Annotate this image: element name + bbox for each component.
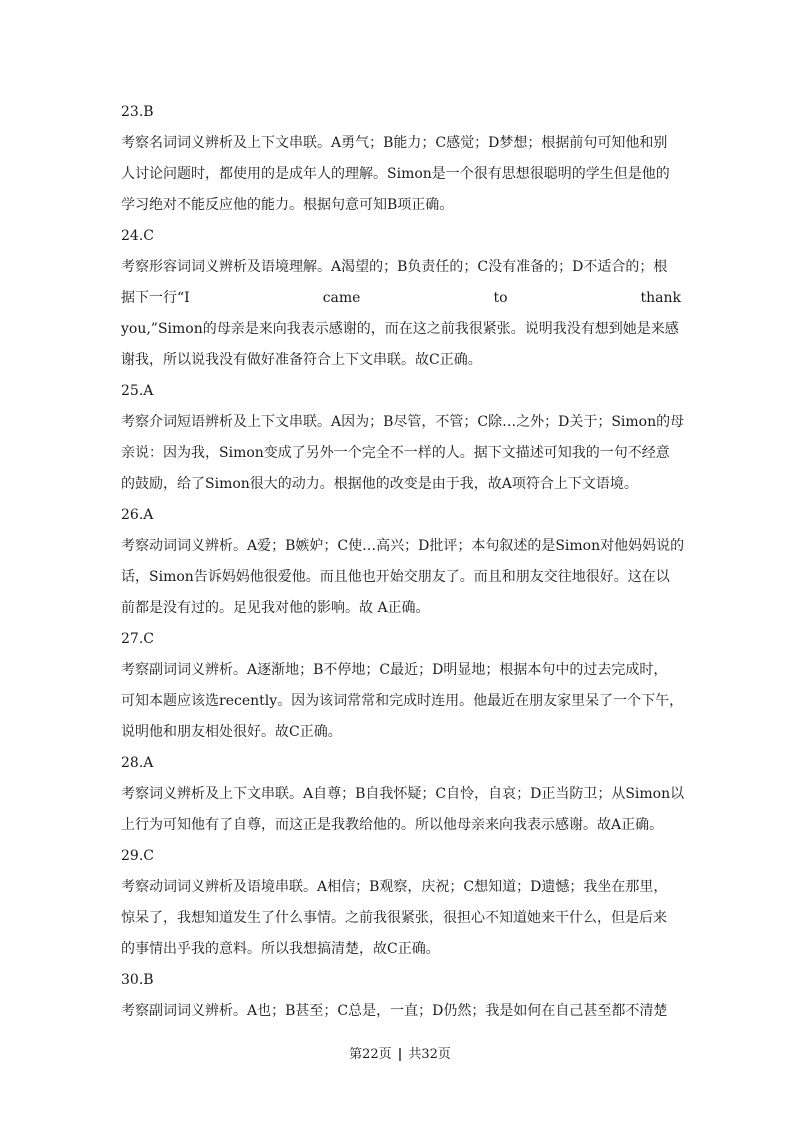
explanation-line: 说明他和朋友相处很好。故C正确。 — [121, 724, 342, 740]
explanation-line: 的鼓励，给了Simon很大的动力。根据他的改变是由于我，故A项符合上下文语境。 — [121, 476, 638, 492]
explanation-line — [121, 283, 681, 314]
answer-explanations — [121, 97, 685, 1027]
explanation-line: 话，Simon告诉妈妈他很爱他。而且他也开始交朋友了。而且和朋友交往地很好。这在以 — [121, 569, 670, 585]
question-number: 27.C — [121, 631, 154, 647]
explanation-line: 学习绝对不能反应他的能力。根据句意可知B项正确。 — [121, 197, 454, 213]
question-number: 25.A — [121, 383, 154, 399]
explanation-line: 考察副词词义辨析。A也；B甚至；C总是，一直；D仍然；我是如何在自己甚至都不清楚 — [121, 1003, 668, 1019]
question-number: 30.B — [121, 972, 154, 988]
answer-item — [121, 624, 684, 748]
explanation-line: 亲说：因为我，Simon变成了另外一个完全不一样的人。据下文描述可知我的一句不经意 — [121, 445, 670, 461]
question-number: 26.A — [121, 507, 154, 523]
page-total: 共32页 — [408, 1047, 451, 1062]
explanation-line: 考察动词词义辨析。A爱；B嫉妒；C使…高兴；D批评；本句叙述的是Simon对他妈妈说的 — [121, 538, 685, 554]
explanation-line: 考察词义辨析及上下文串联。A自尊；B自我怀疑；C自怜，自哀；D正当防卫；从Simon以 — [121, 786, 685, 802]
answer-item — [121, 965, 681, 1027]
explanation-line: 考察副词词义辨析。A逐渐地；B不停地；C最近；D明显地；根据本句中的过去完成时， — [121, 662, 668, 678]
question-number: 29.C — [121, 848, 154, 864]
explanation-line: 的事情出乎我的意料。所以我想搞清楚，故C正确。 — [121, 941, 440, 957]
explanation-word: 据下一行“I — [121, 290, 190, 306]
question-number: 23.B — [121, 104, 154, 120]
explanation-line: 前都是没有过的。足见我对他的影响。故 A正确。 — [121, 600, 430, 616]
explanation-line: 可知本题应该选recently。因为该词常常和完成时连用。他最近在朋友家里呆了一个下午， — [121, 693, 684, 709]
explanation-word: to — [493, 290, 508, 306]
answer-item — [121, 748, 685, 841]
explanation-line: you,”Simon的母亲是来向我表示感谢的，而在这之前我很紧张。说明我没有想到她是来感 — [121, 321, 679, 337]
explanation-word: came — [322, 290, 361, 306]
explanation-line: 考察介词短语辨析及上下文串联。A因为；B尽管，不管；C除…之外；D关于；Simon的母 — [121, 414, 685, 430]
answer-item — [121, 97, 681, 221]
answer-item — [121, 841, 681, 965]
explanation-line: 考察形容词词义辨析及语境理解。A渴望的；B负责任的；C没有准备的；D不适合的；根 — [121, 259, 668, 275]
answer-item — [121, 500, 685, 624]
answer-item — [121, 221, 681, 376]
explanation-line: 上行为可知他有了自尊，而这正是我教给他的。所以他母亲来向我表示感谢。故A正确。 — [121, 817, 664, 833]
explanation-line: 谢我，所以说我没有做好准备符合上下文串联。故C正确。 — [121, 352, 482, 368]
explanation-line: 考察动词词义辨析及语境串联。A相信；B观察，庆祝；C想知道；D遗憾；我坐在那里， — [121, 879, 668, 895]
page-footer — [0, 1043, 800, 1062]
question-number: 24.C — [121, 228, 154, 244]
explanation-line: 考察名词词义辨析及上下文串联。A勇气；B能力；C感觉；D梦想；根据前句可知他和别 — [121, 135, 668, 151]
footer-separator: | — [397, 1047, 403, 1062]
question-number: 28.A — [121, 755, 154, 771]
explanation-word: thank — [640, 290, 681, 306]
answer-item — [121, 376, 685, 500]
explanation-line: 人讨论问题时，都使用的是成年人的理解。Simon是一个很有思想很聪明的学生但是他的 — [121, 166, 670, 182]
explanation-line: 惊呆了，我想知道发生了什么事情。之前我很紧张，很担心不知道她来干什么，但是后来 — [121, 910, 667, 926]
page-number: 第22页 — [349, 1047, 392, 1062]
